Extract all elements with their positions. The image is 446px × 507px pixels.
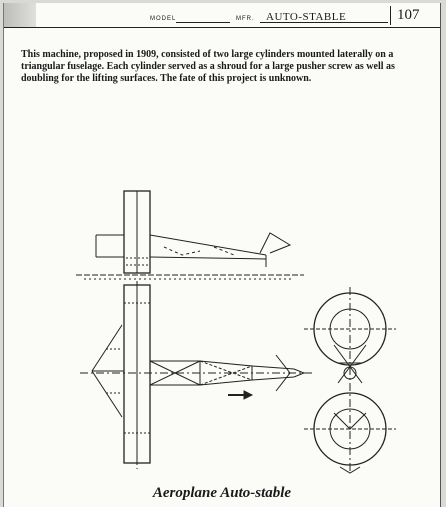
page-number: 107 bbox=[397, 7, 420, 23]
front-view bbox=[304, 287, 396, 473]
manufacturer-name: AUTO-STABLE bbox=[266, 11, 347, 23]
mfr-label: MFR. bbox=[236, 16, 255, 22]
top-view bbox=[80, 281, 314, 469]
aircraft-drawing bbox=[4, 3, 440, 483]
catalog-page bbox=[3, 3, 441, 507]
side-view bbox=[76, 191, 304, 279]
figure-caption: Aeroplane Auto-stable bbox=[152, 485, 292, 501]
model-label: MODEL bbox=[150, 16, 177, 22]
description-text: This machine, proposed in 1909, consisted of two large cylinders mounted laterally on a triangular fuselage. Each cylinder served as a shroud for a large pusher screw as well as doubling for the lifting surfaces. The fate of this project is unknown. bbox=[21, 49, 395, 84]
